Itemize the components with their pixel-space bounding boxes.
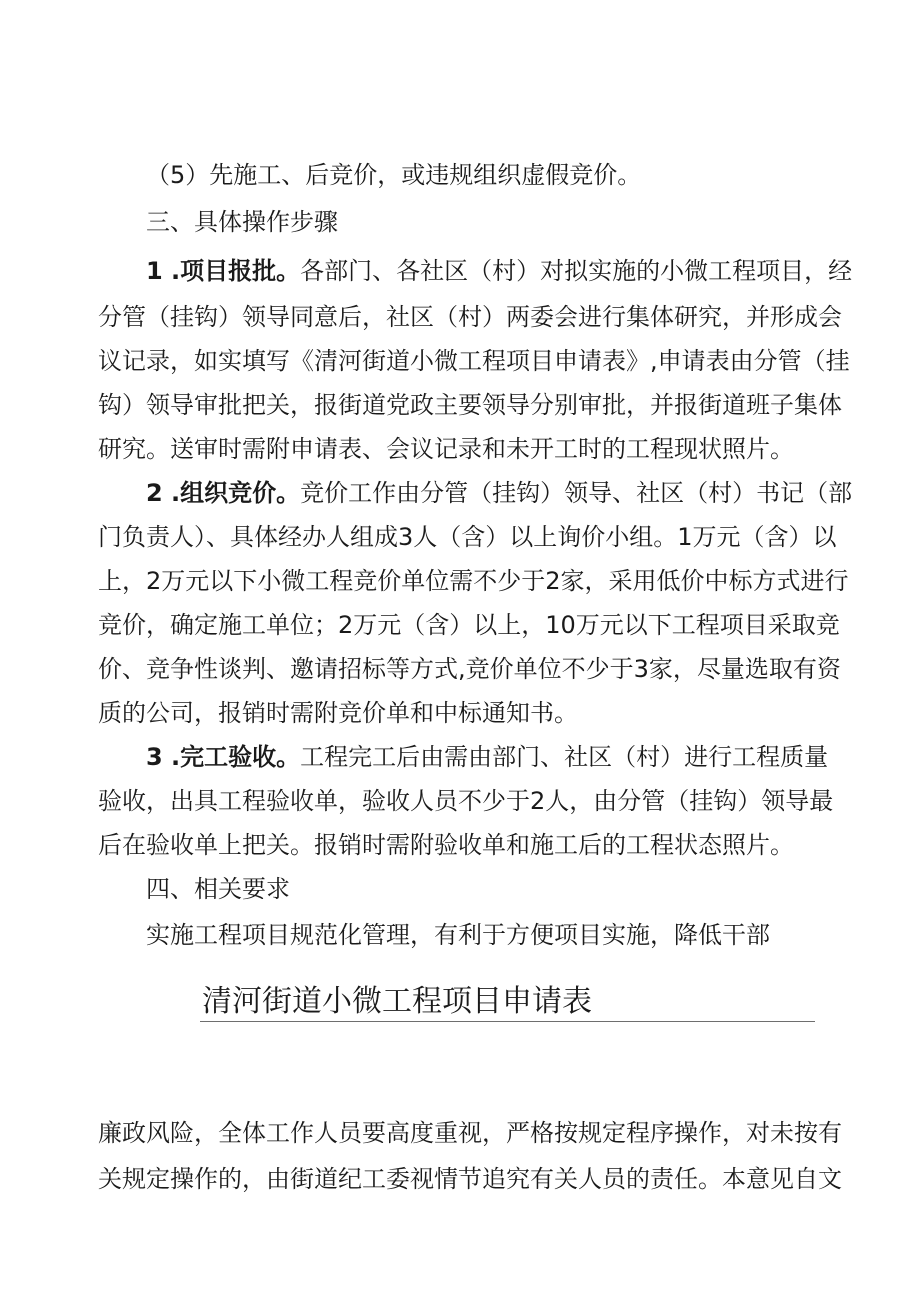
step-2-line-3: 上，2万元以下小微工程竞价单位需不少于2家，采用低价中标方式进行 xyxy=(98,567,849,595)
step-2-line-4: 竞价，确定施工单位；2万元（含）以上，10万元以下工程项目采取竞 xyxy=(98,611,840,639)
step-3-line-3: 后在验收单上把关。报销时需附验收单和施工后的工程状态照片。 xyxy=(98,831,794,859)
step-1-label: 1 .项目报批。 xyxy=(146,257,301,285)
step-3-label: 3 .完工验收。 xyxy=(146,743,301,771)
step-1-line-2: 分管（挂钩）领导同意后，社区（村）两委会进行集体研究，并形成会 xyxy=(98,303,842,331)
step-1-line-4: 钩）领导审批把关，报街道党政主要领导分别审批，并报街道班子集体 xyxy=(98,391,842,419)
requirements-cont-2: 关规定操作的，由街道纪工委视情节追究有关人员的责任。本意见自文 xyxy=(98,1165,842,1193)
step-3-text-1: 工程完工后由需由部门、社区（村）进行工程质量 xyxy=(300,743,829,771)
requirements-cont-1: 廉政风险，全体工作人员要高度重视，严格按规定程序操作，对未按有 xyxy=(98,1119,842,1147)
form-title: 清河街道小微工程项目申请表 xyxy=(202,984,592,1019)
step-2-line-6: 质的公司，报销时需附竞价单和中标通知书。 xyxy=(98,699,578,727)
step-3-line-2: 验收，出具工程验收单，验收人员不少于2人，由分管（挂钩）领导最 xyxy=(98,787,834,815)
step-2-line-5: 价、竞争性谈判、邀请招标等方式,竞价单位不少于3家，尽量选取有资 xyxy=(98,655,841,683)
step-2-line-2: 门负责人）、具体经办人组成3人（含）以上询价小组。1万元（含）以 xyxy=(98,523,837,551)
step-1-line-5: 研究。送审时需附申请表、会议记录和未开工时的工程现状照片。 xyxy=(98,435,794,463)
step-1-text-1: 各部门、各社区（村）对拟实施的小微工程项目，经 xyxy=(300,257,853,285)
step-2-label: 2 .组织竞价。 xyxy=(146,479,301,507)
section-4-heading: 四、相关要求 xyxy=(146,875,290,903)
title-underline xyxy=(200,1021,815,1022)
section-3-heading: 三、具体操作步骤 xyxy=(146,208,338,236)
step-2-line-1 xyxy=(146,478,853,508)
step-1-line-3: 议记录，如实填写《清河街道小微工程项目申请表》,申请表由分管（挂 xyxy=(98,347,850,375)
step-1-line-1 xyxy=(146,256,853,286)
item-5-text: （5）先施工、后竞价，或违规组织虚假竞价。 xyxy=(146,161,642,189)
step-3-line-1 xyxy=(146,742,829,772)
step-2-text-1: 竞价工作由分管（挂钩）领导、社区（村）书记（部 xyxy=(300,479,853,507)
requirements-start: 实施工程项目规范化管理，有利于方便项目实施，降低干部 xyxy=(146,921,770,949)
